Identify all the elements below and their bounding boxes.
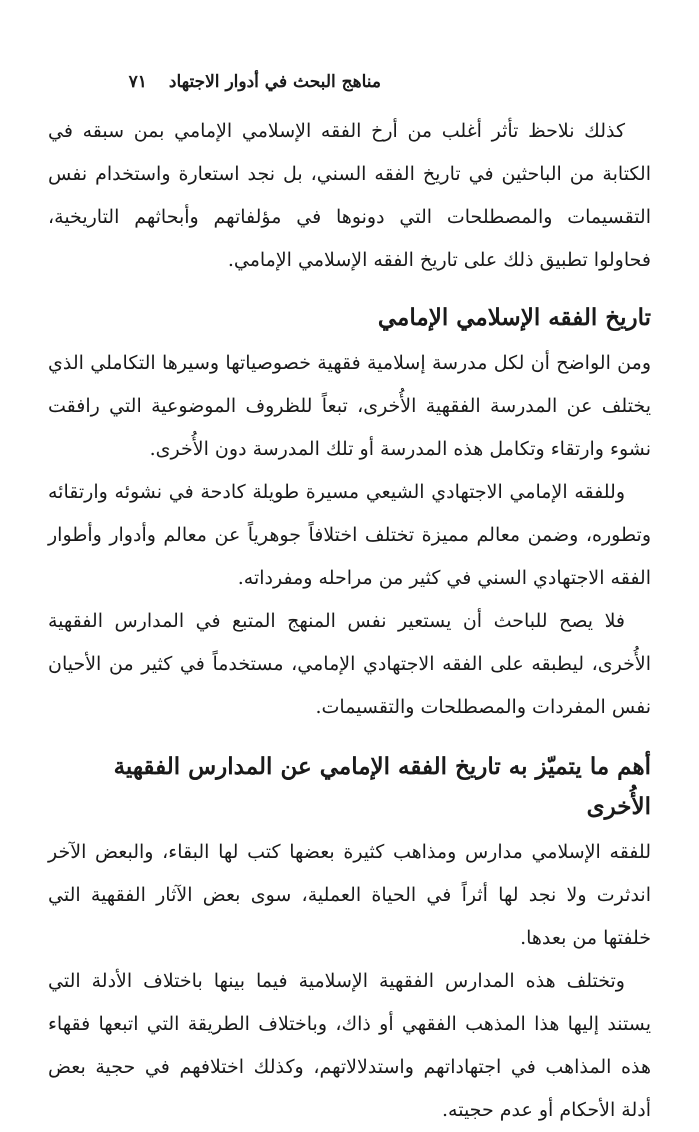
paragraph-imami-path: وللفقه الإمامي الاجتهادي الشيعي مسيرة طويلة كادحة في نشوئه وارتقائه وتطوره، وضمن معالم مميزة تختلف اختلافاً جوهرياً عن معالم وأدوار وأطوار الفقه الاجتهادي السني في كثير من مراحله ومفرداته.	[48, 481, 651, 589]
page-number: ٧١	[128, 72, 147, 92]
running-header	[48, 70, 651, 94]
paragraph-schools-differences: وتختلف هذه المدارس الفقهية الإسلامية فيما بينها باختلاف الأدلة التي يستند إليها هذا المذهب الفقهي أو ذاك، وباختلاف الطريقة التي اتبعها فقهاء هذه المذاهب في اجتهاداتهم واستدلالاتهم، وكذلك اختلافهم في حجية بعض أدلة الأحكام أو عدم حجيته.	[48, 970, 651, 1121]
paragraph-schools-overview: للفقه الإسلامي مدارس ومذاهب كثيرة بعضها كتب لها البقاء، والبعض الآخر اندثرت ولا نجد لها أثراً في الحياة العملية، سوى بعض الآثار الفقهية التي خلفتها من بعدها.	[48, 841, 651, 949]
paragraph-method-warning: فلا يصح للباحث أن يستعير نفس المنهج المتبع في المدارس الفقهية الأُخرى، ليطبقه على الفقه الاجتهادي الإمامي، مستخدماً في كثير من الأحيان نفس المفردات والمصطلحات والتقسيمات.	[48, 610, 651, 718]
paragraph-intro: كذلك نلاحظ تأثر أغلب من أرخ الفقه الإسلامي الإمامي بمن سبقه في الكتابة من الباحثين في تاريخ الفقه السني، بل نجد استعارة واستخدام نفس التقسيمات والمصطلحات التي دونوها في مؤلفاتهم وأبحاثهم التاريخية، فحاولوا تطبيق ذلك على تاريخ الفقه الإسلامي الإمامي.	[48, 120, 651, 271]
section-heading-imami-fiqh-history: تاريخ الفقه الإسلامي الإمامي	[377, 304, 651, 331]
paragraph-school-specificity: ومن الواضح أن لكل مدرسة إسلامية فقهية خصوصياتها وسيرها التكاملي الذي يختلف عن المدرسة الفقهية الأُخرى، تبعاً للظروف الموضوعية التي رافقت نشوء وارتقاء وتكامل هذه المدرسة أو تلك المدرسة دون الأُخرى.	[48, 352, 651, 460]
running-title: مناهج البحث في أدوار الاجتهاد	[168, 72, 381, 92]
section-heading-distinctions: أهم ما يتميّز به تاريخ الفقه الإمامي عن المدارس الفقهية الأُخرى	[113, 753, 651, 820]
